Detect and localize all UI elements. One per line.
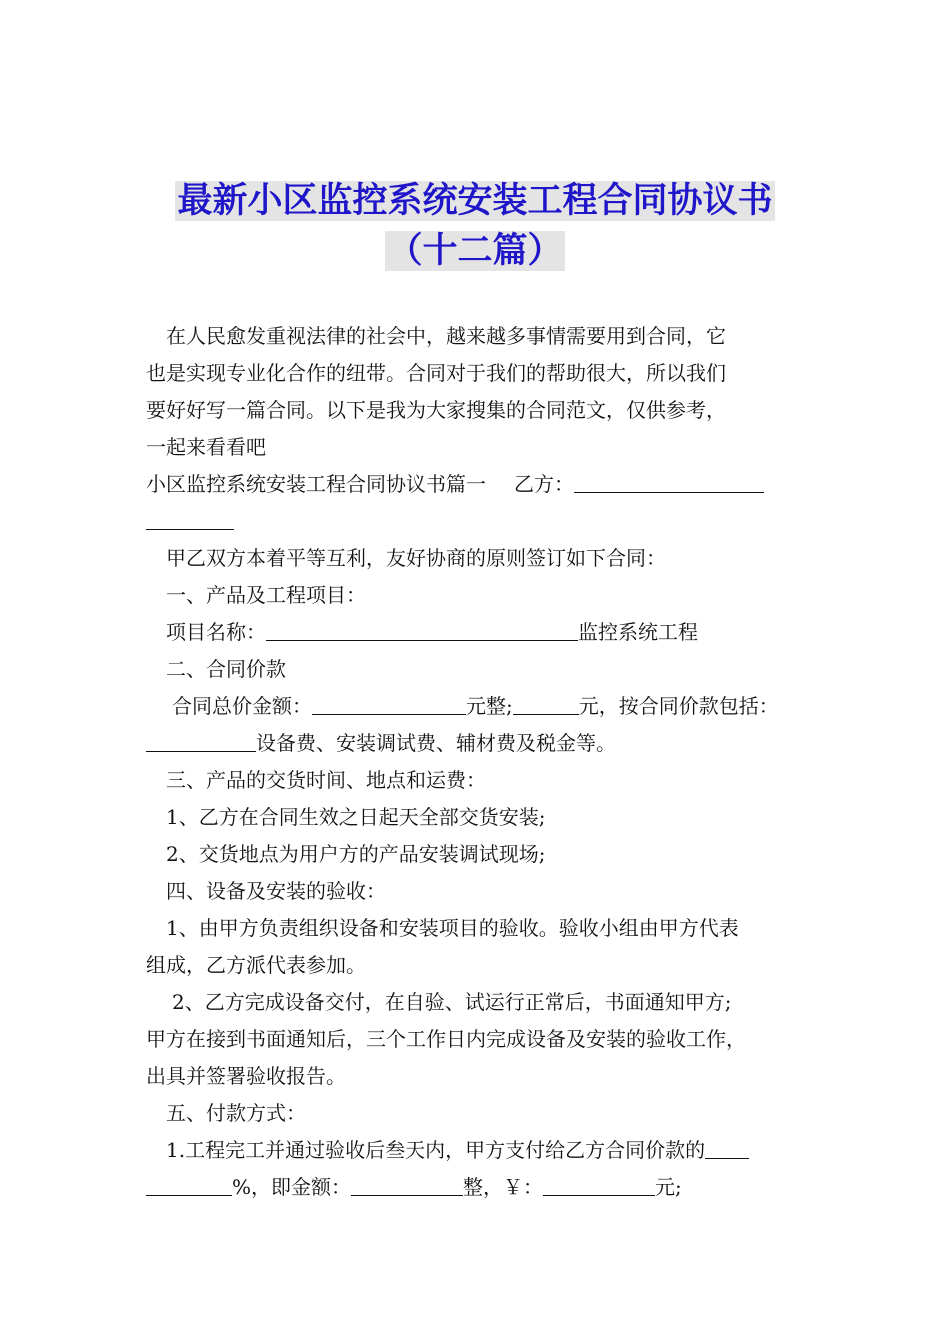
- party-b-blank-cont: [146, 507, 234, 530]
- section-heading: 小区监控系统安装工程合同协议书篇一: [146, 472, 486, 496]
- s5-percent-blank-a: [705, 1136, 749, 1159]
- s5-heading: 五、付款方式：: [166, 1101, 306, 1125]
- s5-percent-blank-b: [146, 1173, 232, 1196]
- s3-heading: 三、产品的交货时间、地点和运费：: [166, 768, 486, 792]
- s1-heading: 一、产品及工程项目：: [166, 583, 366, 607]
- party-b-blank: [574, 470, 764, 493]
- total-end: 元，按合同价款包括：: [578, 694, 779, 718]
- intro-line-2: 也是实现专业化合作的纽带。合同对于我们的帮助很大，所以我们: [146, 361, 726, 385]
- intro-line-3: 要好好写一篇合同。以下是我为大家搜集的合同范文，仅供参考，: [146, 398, 726, 422]
- s5-yuan-blank: [543, 1173, 655, 1196]
- total-price-line: [146, 688, 810, 725]
- s5-amount-blank: [351, 1173, 463, 1196]
- project-name-blank: [266, 618, 578, 641]
- party-b-blank-cont-line: [146, 503, 810, 540]
- fees-text: 设备费、安装调试费、辅材费及税金等。: [256, 731, 616, 755]
- party-b-label: 乙方：: [514, 472, 574, 496]
- s4-heading: 四、设备及安装的验收：: [166, 879, 386, 903]
- document-title: [0, 176, 950, 276]
- preamble: 甲乙双方本着平等互利，友好协商的原则签订如下合同：: [166, 546, 666, 570]
- total-mid: 元整;: [466, 694, 513, 718]
- fees-line: [146, 725, 810, 762]
- s5-int-label: 整，￥：: [463, 1175, 544, 1199]
- s3-item-2: 2、交货地点为用户方的产品安装调试现场;: [166, 842, 546, 866]
- s4-item-1-line-1: 1、由甲方负责组织设备和安装项目的验收。验收小组由甲方代表: [166, 916, 739, 940]
- s4-item-2-line-2: 甲方在接到书面通知后，三个工作日内完成设备及安装的验收工作，: [146, 1027, 746, 1051]
- title-line-1: 最新小区监控系统安装工程合同协议书: [177, 181, 773, 221]
- intro-line-1: 在人民愈发重视法律的社会中，越来越多事情需要用到合同，它: [166, 324, 726, 348]
- s3-item-1: 1、乙方在合同生效之日起天全部交货安装;: [166, 805, 546, 829]
- s4-item-2-line-1: 2、乙方完成设备交付，在自验、试运行正常后，书面通知甲方;: [172, 990, 732, 1014]
- s4-item-1-line-2: 组成，乙方派代表参加。: [146, 953, 366, 977]
- s2-heading: 二、合同价款: [166, 657, 286, 681]
- document-body: [146, 318, 810, 1206]
- s5-item-1-text: 1.工程完工并通过验收后叁天内，甲方支付给乙方合同价款的: [166, 1138, 706, 1162]
- project-name-suffix: 监控系统工程: [578, 620, 698, 644]
- intro-line-4: 一起来看看吧: [146, 435, 266, 459]
- total-blank-2: [513, 692, 579, 715]
- s5-end-label: 元;: [655, 1175, 682, 1199]
- s5-pct-label: %，即金额：: [232, 1175, 352, 1199]
- fees-blank: [146, 729, 256, 752]
- title-line-2: （十二篇）: [387, 231, 563, 271]
- section-heading-line: [146, 466, 810, 503]
- project-name-line: [146, 614, 810, 651]
- project-name-label: 项目名称：: [166, 620, 266, 644]
- s4-item-2-line-3: 出具并签署验收报告。: [146, 1064, 346, 1088]
- s5-item-1-line-1: [146, 1132, 810, 1169]
- total-blank-1: [312, 692, 466, 715]
- s5-item-1-line-2: [146, 1169, 810, 1206]
- total-label: 合同总价金额：: [172, 694, 312, 718]
